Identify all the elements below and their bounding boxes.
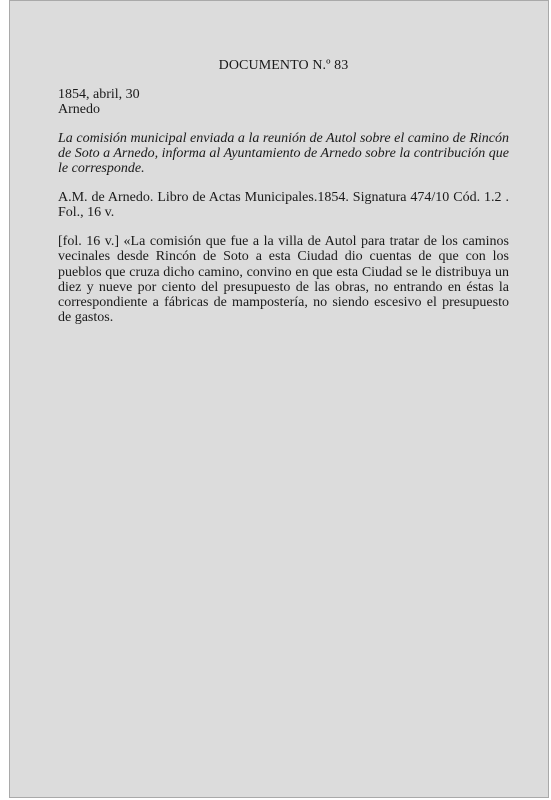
archive-reference: A.M. de Arnedo. Libro de Actas Municipales.1854. Signatura 474/10 Cód. 1.2 . Fol., 16 v. [58,190,509,220]
document-date: 1854, abril, 30 [58,87,140,102]
document-summary: La comisión municipal enviada a la reunión de Autol sobre el camino de Rincón de Soto a Arnedo, informa al Ayuntamiento de Arnedo sobre la contribución que le corresponde. [58,131,509,176]
document-title: DOCUMENTO N.º 83 [218,58,349,73]
document-transcription: [fol. 16 v.] «La comisión que fue a la villa de Autol para tratar de los caminos vecinales desde Rincón de Soto a esta Ciudad dio cuentas de que con los pueblos que cruza dicho camino, convino en que esta Ciudad se le distribuya un diez y nueve por ciento del presupuesto de las obras, no entrando en éstas la correspondiente a fábricas de mampostería, no siendo escesivo el presupuesto de gastos. [58,234,509,326]
document-place: Arnedo [58,102,100,117]
document-content [58,57,509,326]
document-page [9,0,549,798]
